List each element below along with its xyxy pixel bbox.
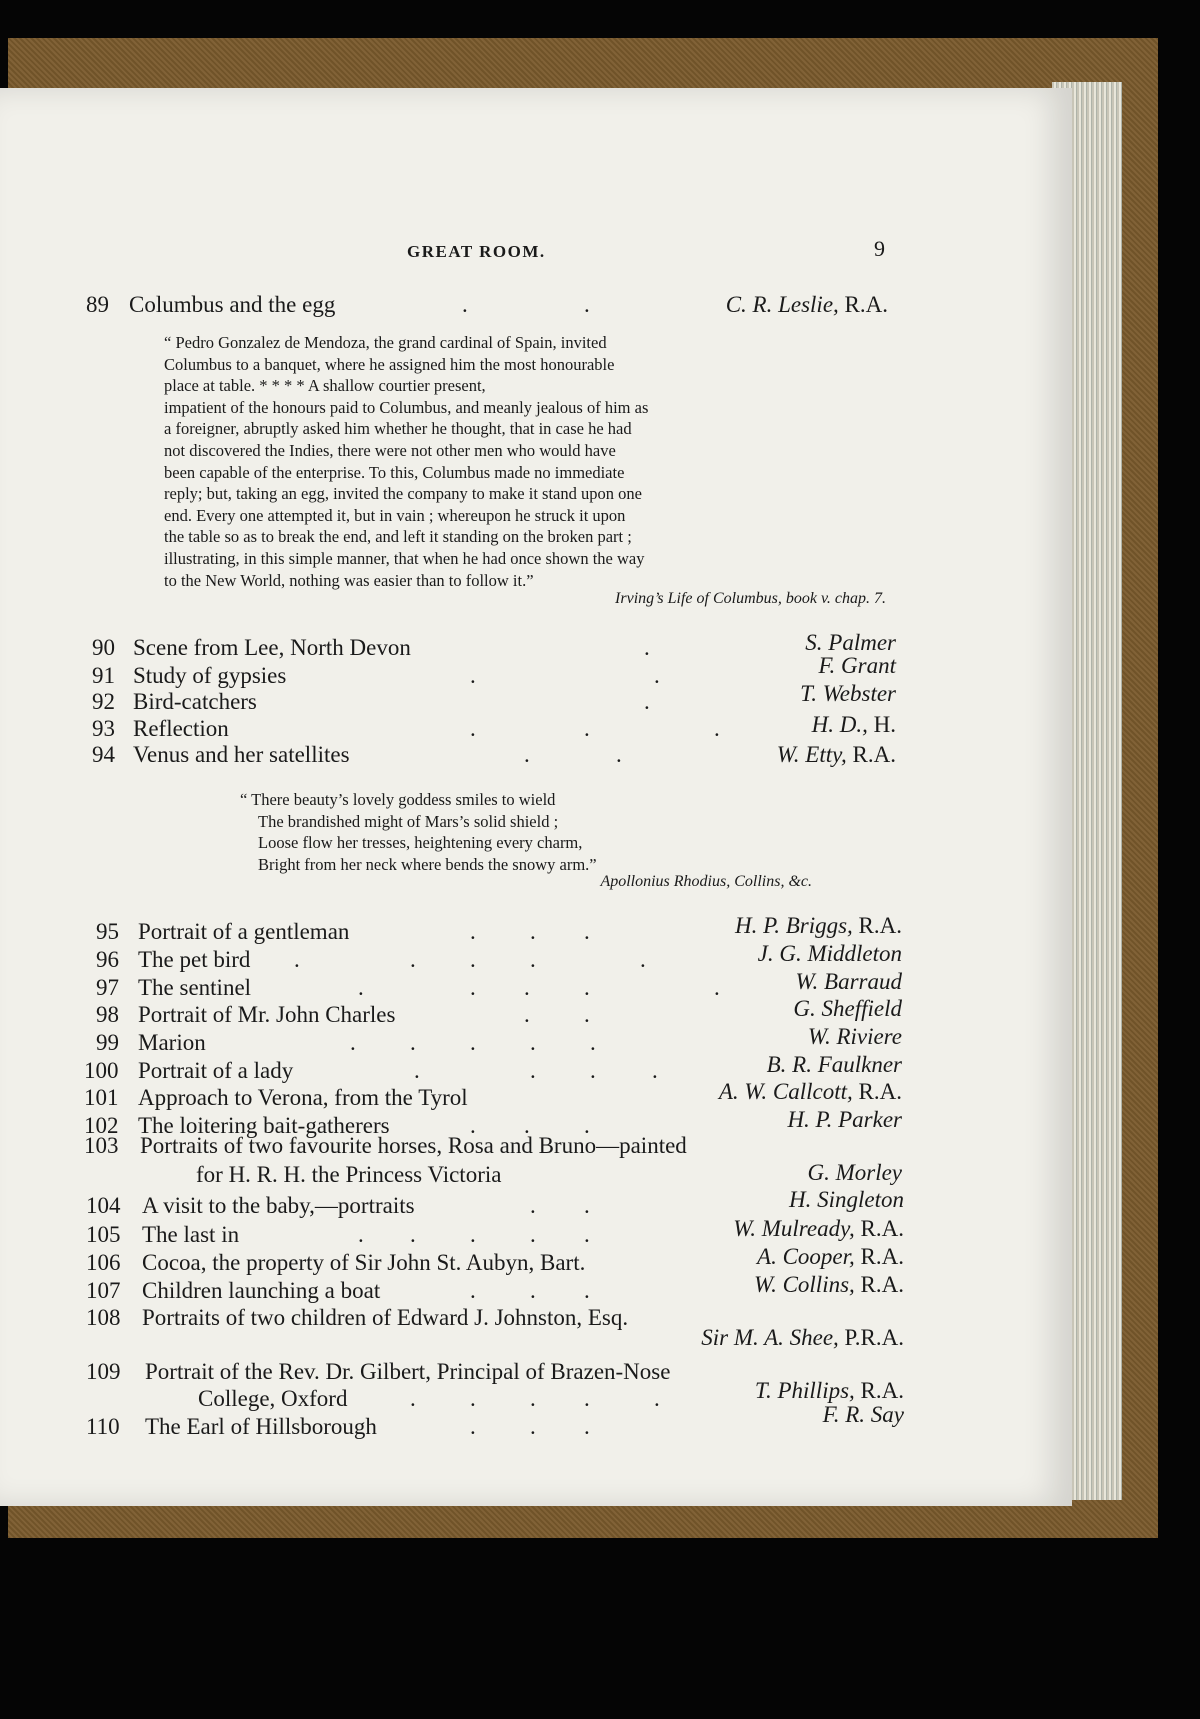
artist-rank: R.A.	[852, 742, 896, 767]
entry-number: 107	[86, 1278, 121, 1303]
entry-title: Venus and her satellites	[133, 742, 350, 767]
entry-number: 101	[84, 1085, 119, 1110]
dot-leader: .	[530, 1278, 536, 1303]
dot-leader: .	[530, 919, 536, 944]
entry-title-continued: for H. R. H. the Princess Victoria	[196, 1162, 502, 1187]
entry-artist	[808, 1024, 902, 1050]
artist-name: C. R. Leslie,	[725, 292, 839, 317]
entry-title: Children launching a boat	[142, 1278, 381, 1303]
verse-line: “ There beauty’s lovely goddess smiles to wield	[240, 790, 556, 809]
artist-name: W. Barraud	[795, 969, 902, 994]
dot-leader: .	[524, 975, 530, 1000]
entry-title: Portraits of two children of Edward J. Johnston, Esq.	[142, 1305, 629, 1330]
entry-number: 89	[86, 292, 109, 317]
entry-number: 93	[92, 716, 115, 741]
artist-name: H. D.,	[811, 712, 868, 737]
artist-name: F. Grant	[818, 653, 896, 678]
entry-number: 95	[96, 919, 119, 944]
dot-leader: .	[470, 663, 476, 688]
quote-line: to the New World, nothing was easier than to follow it.”	[164, 570, 534, 590]
entry-number: 96	[96, 947, 119, 972]
dot-leader: .	[644, 635, 650, 660]
entry-artist	[823, 1402, 904, 1428]
quote-line: illustrating, in this simple manner, that when he had once shown the way	[164, 549, 645, 568]
artist-name: H. Singleton	[789, 1187, 904, 1212]
entry-number: 104	[86, 1193, 121, 1218]
dot-leader: .	[470, 1386, 476, 1411]
entry-title: Portrait of a gentleman	[138, 919, 350, 944]
dot-leader: .	[584, 1113, 590, 1138]
entry-title: The last in	[142, 1222, 240, 1247]
entry-artist	[701, 1325, 904, 1351]
dot-leader: .	[530, 1386, 536, 1411]
entry-artist	[777, 742, 896, 768]
dot-leader: .	[714, 716, 720, 741]
entry-number: 99	[96, 1030, 119, 1055]
entry-title: Portrait of Mr. John Charles	[138, 1002, 396, 1027]
quote-line: the table so as to break the end, and left it standing on the broken part ;	[164, 527, 632, 547]
dot-leader: .	[470, 947, 476, 972]
citation-94: Apollonius Rhodius, Collins, &c.	[600, 873, 812, 890]
dot-leader: .	[470, 1414, 476, 1439]
entry-title: Portraits of two favourite horses, Rosa and Bruno—painted	[140, 1133, 687, 1158]
entry-title: Portrait of the Rev. Dr. Gilbert, Principal of Brazen-Nose	[145, 1359, 671, 1384]
dot-leader: .	[358, 1222, 364, 1247]
entry-title: Portrait of a lady	[138, 1058, 294, 1083]
entry-103	[0, 1133, 1000, 1163]
artist-rank: R.A.	[858, 913, 902, 938]
running-head: GREAT ROOM.	[407, 242, 546, 261]
quote-line: impatient of the honours paid to Columbus, and meanly jealous of him as	[164, 397, 649, 417]
artist-name: B. R. Faulkner	[766, 1052, 902, 1077]
artist-name: Sir M. A. Shee,	[701, 1325, 839, 1350]
dot-leader: .	[410, 1030, 416, 1055]
dot-leader: .	[584, 1222, 590, 1247]
dot-leader: .	[294, 947, 300, 972]
dot-leader: .	[590, 1030, 596, 1055]
entry-artist	[812, 712, 896, 738]
dot-leader: .	[524, 1002, 530, 1027]
entry-94	[0, 742, 1000, 772]
dot-leader: .	[584, 1002, 590, 1027]
verse-line: Bright from her neck where bends the snowy arm.”	[258, 854, 597, 874]
entry-number: 98	[96, 1002, 119, 1027]
dot-leader: .	[530, 1222, 536, 1247]
dot-leader: .	[530, 1030, 536, 1055]
quote-line: end. Every one attempted it, but in vain ; whereupon he struck it upon	[164, 505, 626, 525]
dot-leader: .	[584, 1193, 590, 1218]
verse-line: Loose flow her tresses, heightening every charm,	[258, 833, 583, 852]
entry-title: A visit to the baby,—portraits	[142, 1193, 415, 1218]
entry-title: Reflection	[133, 716, 229, 741]
quote-line: reply; but, taking an egg, invited the company to make it stand upon one	[164, 484, 642, 504]
entry-110	[0, 1402, 1000, 1444]
quote-line: a foreigner, abruptly asked him whether he thought, that in case he had	[164, 419, 632, 439]
dot-leader: .	[414, 1058, 420, 1083]
entry-title-continued: College, Oxford	[198, 1386, 348, 1411]
entry-number: 92	[92, 689, 115, 714]
entry-artist	[800, 681, 896, 707]
artist-rank: R.A.	[844, 292, 888, 317]
artist-name: T. Webster	[800, 681, 896, 706]
quote-line: Columbus to a banquet, where he assigned him the most honourable	[164, 354, 615, 374]
page-number: 9	[874, 236, 885, 261]
entry-number: 97	[96, 975, 119, 1000]
artist-name: W. Mulready,	[733, 1216, 855, 1241]
entry-artist	[726, 292, 888, 318]
dot-leader: .	[410, 947, 416, 972]
entry-artist	[757, 1244, 904, 1270]
artist-rank: H.	[873, 712, 896, 737]
entry-artist	[758, 941, 902, 967]
artist-name: T. Phillips,	[754, 1378, 855, 1403]
dot-leader: .	[470, 975, 476, 1000]
entry-artist	[793, 996, 902, 1022]
entry-number: 103	[84, 1133, 119, 1158]
entry-artist	[754, 1272, 904, 1298]
dot-leader: .	[584, 1386, 590, 1411]
artist-rank: R.A.	[860, 1378, 904, 1403]
dot-leader: .	[652, 1058, 658, 1083]
citation-89: Irving’s Life of Columbus, book v. chap. 7.	[615, 590, 886, 607]
quote-line: “ Pedro Gonzalez de Mendoza, the grand cardinal of Spain, invited	[164, 333, 607, 352]
dot-leader: .	[584, 292, 590, 317]
dot-leader: .	[462, 292, 468, 317]
entry-107	[0, 1272, 1000, 1308]
entry-number: 106	[86, 1250, 121, 1275]
artist-name: H. P. Parker	[787, 1107, 902, 1132]
dot-leader: .	[358, 975, 364, 1000]
entry-number: 91	[92, 663, 115, 688]
dot-leader: .	[584, 1278, 590, 1303]
entry-artist	[796, 969, 903, 995]
entry-title: The loitering bait-gatherers	[138, 1113, 390, 1138]
artist-rank: P.R.A.	[844, 1325, 904, 1350]
artist-name: J. G. Middleton	[757, 941, 902, 966]
entry-title: The Earl of Hillsborough	[145, 1414, 377, 1439]
entry-number: 102	[84, 1113, 119, 1138]
dot-leader: .	[470, 716, 476, 741]
entry-title: The sentinel	[138, 975, 252, 1000]
entry-artist	[789, 1187, 904, 1213]
entry-title: Bird-catchers	[133, 689, 257, 714]
dot-leader: .	[584, 975, 590, 1000]
dot-leader: .	[654, 1386, 660, 1411]
dot-leader: .	[524, 1113, 530, 1138]
dot-leader: .	[616, 742, 622, 767]
artist-name: S. Palmer	[805, 630, 896, 655]
dot-leader: .	[644, 689, 650, 714]
quote-line: not discovered the Indies, there were not other men who would have	[164, 441, 616, 460]
dot-leader: .	[590, 1058, 596, 1083]
artist-rank: R.A.	[860, 1216, 904, 1241]
entry-artist	[719, 1079, 902, 1105]
dot-leader: .	[530, 1414, 536, 1439]
entry-number: 100	[84, 1058, 119, 1083]
dot-leader: .	[530, 1058, 536, 1083]
dot-leader: .	[584, 716, 590, 741]
entry-108-artist-line	[0, 1325, 1000, 1355]
dot-leader: .	[530, 947, 536, 972]
dot-leader: .	[584, 1414, 590, 1439]
dot-leader: .	[640, 947, 646, 972]
entry-title: Scene from Lee, North Devon	[133, 635, 411, 660]
artist-name: G. Morley	[807, 1160, 902, 1185]
artist-name: W. Riviere	[807, 1024, 902, 1049]
entry-artist	[818, 653, 896, 679]
entry-title: Cocoa, the property of Sir John St. Aubyn, Bart.	[142, 1250, 586, 1275]
entry-artist	[787, 1107, 902, 1133]
entry-number: 108	[86, 1305, 121, 1330]
artist-name: W. Collins,	[754, 1272, 855, 1297]
entry-title: Columbus and the egg	[129, 292, 336, 317]
entry-artist	[807, 1160, 902, 1186]
dot-leader: .	[410, 1386, 416, 1411]
entry-number: 110	[86, 1414, 120, 1439]
entry-artist	[735, 913, 902, 939]
entry-number: 94	[92, 742, 115, 767]
artist-rank: R.A.	[860, 1272, 904, 1297]
entry-title: Approach to Verona, from the Tyrol	[138, 1085, 468, 1110]
dot-leader: .	[350, 1030, 356, 1055]
dot-leader: .	[654, 663, 660, 688]
dot-leader: .	[470, 1030, 476, 1055]
entry-artist	[733, 1216, 904, 1242]
artist-name: F. R. Say	[822, 1402, 904, 1427]
dot-leader: .	[470, 1222, 476, 1247]
entry-artist	[755, 1378, 904, 1404]
artist-rank: R.A.	[858, 1079, 902, 1104]
dot-leader: .	[470, 1278, 476, 1303]
entry-title: The pet bird	[138, 947, 251, 972]
entry-number: 105	[86, 1222, 121, 1247]
artist-name: A. Cooper,	[757, 1244, 855, 1269]
dot-leader: .	[470, 1113, 476, 1138]
artist-name: W. Etty,	[776, 742, 847, 767]
entry-number: 109	[86, 1359, 121, 1384]
dot-leader: .	[524, 742, 530, 767]
dot-leader: .	[410, 1222, 416, 1247]
entry-title: Study of gypsies	[133, 663, 287, 688]
dot-leader: .	[470, 919, 476, 944]
artist-name: G. Sheffield	[793, 996, 902, 1021]
dot-leader: .	[530, 1193, 536, 1218]
quote-line: place at table. * * * * A shallow courtier present,	[164, 376, 486, 396]
quote-line: been capable of the enterprise. To this, Columbus made no immediate	[164, 462, 625, 482]
dot-leader: .	[584, 919, 590, 944]
artist-name: A. W. Callcott,	[718, 1079, 853, 1104]
artist-name: H. P. Briggs,	[735, 913, 853, 938]
dot-leader: .	[714, 975, 720, 1000]
entry-89	[0, 292, 1000, 322]
entry-artist	[767, 1052, 902, 1078]
artist-rank: R.A.	[860, 1244, 904, 1269]
entry-title: Marion	[138, 1030, 206, 1055]
entry-number: 90	[92, 635, 115, 660]
verse-line: The brandished might of Mars’s solid shield ;	[258, 811, 559, 831]
